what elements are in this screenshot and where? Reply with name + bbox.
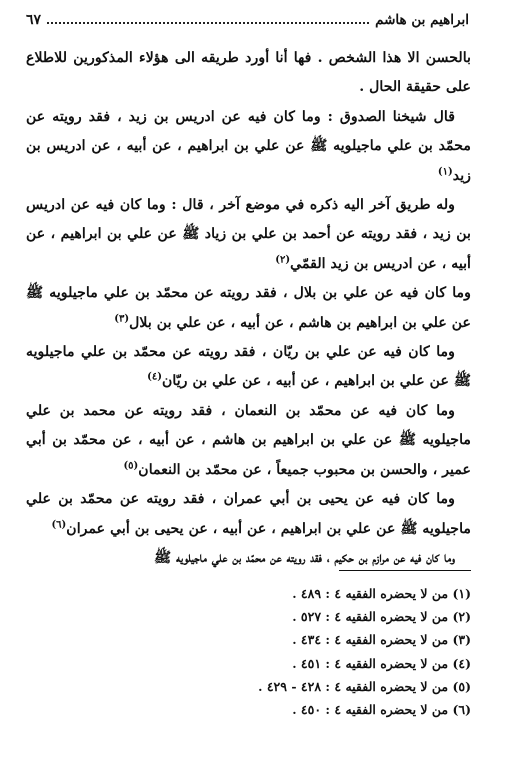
paragraph-marazim: وما كان فيه عن مرازم بن حكيم ، فقد رويته عن محمّد بن علي ماجيلويه ﷺ (154, 549, 455, 566)
running-header (26, 12, 469, 32)
footnote-ref-3: (٣) (114, 312, 130, 324)
paragraph-bilal: وما كان فيه عن علي بن بلال ، فقد رويته عن محمّد بن علي ماجيلويه ﷺ عن علي بن ابراهيم بن هاشم ، عن أبيه ، عن علي بن بلال$^{(٣)}$ (26, 285, 471, 331)
footnote-ref-2: (٢) (275, 254, 291, 266)
main-text (26, 44, 471, 573)
footnote-4: (٤) من لا يحضره الفقيه ٤ : ٤٥١ . (292, 655, 471, 671)
footnote-1: (١) من لا يحضره الفقيه ٤ : ٤٨٩ . (292, 586, 471, 601)
footnote-2: (٢) من لا يحضره الفقيه ٤ : ٥٢٧ . (292, 609, 471, 625)
footnotes (60, 582, 471, 721)
footnote-3: (٣) من لا يحضره الفقيه ٤ : ٤٣٤ . (292, 632, 471, 648)
footnote-ref-1: (١) (437, 165, 453, 177)
footnote-divider (339, 570, 471, 571)
paragraph-idris-2: وله طريق آخر اليه ذكره في موضع آخر ، قال : وما كان فيه عن ادريس بن زيد ، فقد رويته عن أحمد بن علي بن زياد ﷺ عن علي بن ابراهيم ، عن أبيه ، عن ادريس بن زيد القمّي$^{(٢)}$ (26, 197, 471, 272)
paragraph-continuation: بالحسن الا هذا الشخص . فها أنا أورد طريقه الى هؤلاء المذكورين للاطلاع على حقيقة الحال . (26, 50, 471, 96)
footnote-ref-5: (٥) (123, 459, 139, 471)
paragraph-yahya: وما كان فيه عن يحيى بن أبي عمران ، فقد رويته عن محمّد بن علي ماجيلويه ﷺ عن علي بن ابراهيم ، عن أبيه ، عن يحيى بن أبي عمران$^{(٦)}$ (26, 491, 471, 537)
footnote-5: (٥) من لا يحضره الفقيه ٤ : ٤٢٨ - ٤٢٩ . (258, 678, 471, 694)
footnote-6: (٦) من لا يحضره الفقيه ٤ : ٤٥٠ . (292, 702, 471, 718)
paragraph-rayyan: وما كان فيه عن علي بن ريّان ، فقد رويته عن محمّد بن علي ماجيلويه ﷺ عن علي بن ابراهيم ، عن أبيه ، عن علي بن ريّان$^{(٤)}$ (26, 344, 471, 390)
header-leader-dots (47, 12, 369, 24)
page-number: ٦٧ (26, 12, 42, 28)
footnote-ref-4: (٤) (147, 371, 162, 383)
footnote-ref-6: (٦) (51, 518, 67, 530)
paragraph-numan: وما كان فيه عن محمّد بن النعمان ، فقد رويته عن محمد بن علي ماجيلويه ﷺ عن علي بن ابراهيم بن هاشم ، عن أبيه ، عن محمّد بن أبي عمير ، والحسن بن محبوب جميعاً ، عن محمّد بن النعمان$^{(٥)}$ (26, 402, 471, 478)
paragraph-idris-1: قال شيخنا الصدوق : وما كان فيه عن ادريس بن زيد ، فقد رويته عن محمّد بن علي ماجيلويه ﷺ عن علي بن ابراهيم ، عن أبيه ، عن ادريس بن زيد$^{(١)}$ (26, 108, 471, 184)
running-title: ابراهيم بن هاشم (375, 12, 469, 28)
